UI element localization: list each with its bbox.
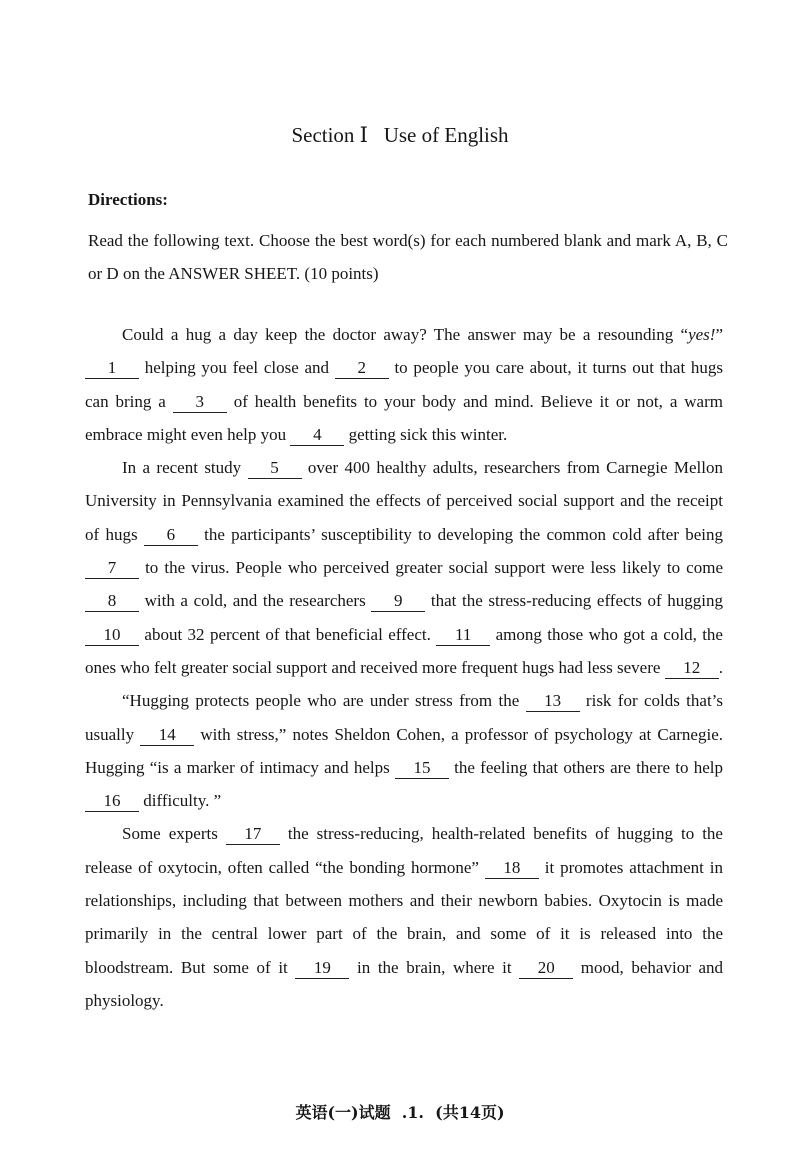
blank-9: 9 [371,591,425,612]
paragraph-2 [85,451,723,684]
directions-text: Read the following text. Choose the best word(s) for each numbered blank and mark A, B, C or D on the ANSWER SHEET. (10 points) [88,231,728,283]
cloze-passage [85,318,723,1017]
blank-11: 11 [436,625,490,646]
text-segment: with a cold, and the researchers [139,591,372,611]
text-segment: helping you feel close and [139,358,335,378]
text-segment: the stress-reducing, health-related benefits of hugging to the release of oxytocin, often called “the bonding hormone” [85,824,723,877]
text-segment: to people you care about, it turns out that hugs can bring a [85,358,723,411]
page-footer: 英语(一)试题 .1. (共14页) [295,1103,505,1122]
blank-6: 6 [144,525,198,546]
blank-2: 2 [335,358,389,379]
blank-3: 3 [173,392,227,413]
blank-5: 5 [248,458,302,479]
paragraph-1 [85,318,723,451]
text-segment: getting sick this winter. [344,424,508,444]
text-segment: about 32 percent of that beneficial effect. [139,624,437,644]
text-segment: the participants’ susceptibility to developing the common cold after being [197,524,723,544]
text-segment: In a recent study [122,458,248,478]
blank-12: 12 [665,658,719,679]
blank-19: 19 [295,958,349,979]
text-segment: among those who got a cold, the ones who felt greater social support and received more frequent hugs had less severe [85,624,723,677]
blank-8: 8 [85,591,139,612]
text-segment: with stress,” notes Sheldon Cohen, a professor of psychology at Carnegie. Hugging “is a marker of intimacy and helps [85,724,723,777]
blank-1: 1 [85,358,139,379]
blank-17: 17 [226,824,280,845]
text-segment: Some experts [122,824,226,844]
text-segment: the feeling that others are there to help [448,757,723,777]
blank-10: 10 [85,625,139,646]
blank-13: 13 [526,691,580,712]
text-segment: risk for colds that’s usually [85,691,724,744]
directions-label: Directions: [88,190,168,209]
paragraph-4 [85,817,723,1017]
text-segment: over 400 healthy adults, researchers from Carnegie Mellon University in Pennsylvania examined the effects of perceived social support and the receipt of hugs [85,458,723,544]
text-segment: it promotes attachment in relationships, including that between mothers and their newborn babies. Oxytocin is made primarily in the central lower part of the brain, and some of it is released into the bloodstream. But some of it [85,857,723,977]
text-segment: in the brain, where it [349,957,520,977]
text-segment: ” [715,325,723,344]
text-segment: difficulty. ” [139,791,222,811]
paragraph-3 [85,684,723,817]
text-segment: to the virus. People who perceived greater social support were less likely to come [139,558,723,578]
blank-15: 15 [395,758,449,779]
blank-16: 16 [85,791,139,812]
emphasis-text: yes! [688,325,716,344]
text-segment: of health benefits to your body and mind. Believe it or not, a warm embrace might even help you [85,391,723,444]
text-segment: mood, behavior and physiology. [85,957,724,1010]
blank-14: 14 [140,725,194,746]
blank-7: 7 [85,558,139,579]
blank-4: 4 [290,425,344,446]
text-segment: that the stress-reducing effects of hugging [425,591,723,611]
blank-18: 18 [485,858,539,879]
text-segment: . [718,657,723,677]
blank-20: 20 [519,958,573,979]
text-segment: Could a hug a day keep the doctor away? The answer may be a resounding “ [122,325,689,344]
text-segment: “Hugging protects people who are under stress from the [122,691,526,711]
section-title: Section Ⅰ Use of English [291,123,509,147]
